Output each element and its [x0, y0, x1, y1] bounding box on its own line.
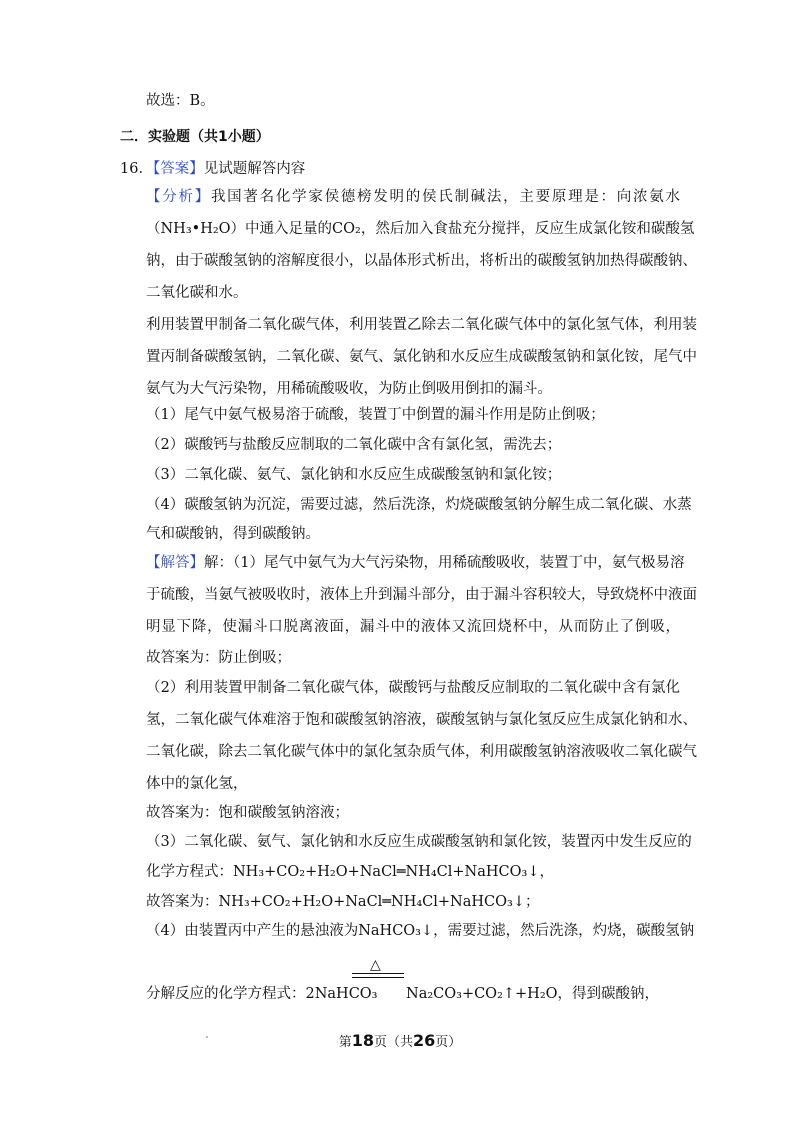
- choice-result: 故选：B。: [146, 93, 215, 109]
- footer-prefix: 第: [338, 1035, 352, 1050]
- analysis-line-3: 钠，由于碳酸氢钠的溶解度很小，以晶体形式析出，将析出的碳酸氢钠加热得碳酸钠、: [146, 253, 697, 269]
- footer-mid: 页（共: [373, 1035, 413, 1050]
- question-number: 16．: [120, 161, 153, 177]
- analysis-line-1: [146, 187, 680, 207]
- equals-line-top: [352, 973, 404, 974]
- equals-line-bottom: [352, 977, 404, 978]
- analysis-text: 我国著名化学家侯德榜发明的侯氏制碱法，主要原理是：向浓氨水: [210, 189, 680, 205]
- equation-line-1: 化学方程式：NH₃+CO₂+H₂O+NaCl═NH₄Cl+NaHCO₃↓，: [146, 864, 554, 880]
- solution-line-4: （2）利用装置甲制备二氧化碳气体，碳酸钙与盐酸反应制取的二氧化碳中含有氯化: [146, 680, 680, 696]
- analysis-point-4: （4）碳酸氢钠为沉淀，需要过滤，然后洗涤，灼烧碳酸氢钠分解生成二氧化碳、水蒸: [146, 497, 692, 513]
- page-footer: [0, 1031, 800, 1050]
- analysis-line-4: 二氧化碳和水。: [146, 285, 248, 301]
- answer-tag: 【答案】: [152, 161, 204, 177]
- solution-line-5: 氢，二氧化碳气体难溶于饱和碳酸氢钠溶液，碳酸氢钠与氯化氢反应生成氯化钠和水、: [146, 712, 697, 728]
- analysis-line-6: 置丙制备碳酸氢钠，二氧化碳、氨气、氯化钠和水反应生成碳酸氢钠和氯化铵，尾气中: [146, 349, 697, 365]
- analysis-point-3: （3）二氧化碳、氨气、氯化钠和水反应生成碳酸氢钠和氯化铵；: [146, 467, 562, 483]
- answer-text: 见试题解答内容: [203, 161, 306, 177]
- solution-line-1: [146, 553, 685, 573]
- solution-tag: 【解答】: [146, 555, 204, 571]
- question-header: [120, 159, 305, 179]
- equation-line-2-right: Na₂CO₃+CO₂↑+H₂O，得到碳酸钠，: [406, 986, 660, 1002]
- analysis-line-5: 利用装置甲制备二氧化碳气体，利用装置乙除去二氧化碳气体中的氯化氢气体，利用装: [146, 317, 697, 333]
- solution-line-2: 于硫酸，当氨气被吸收时，液体上升到漏斗部分，由于漏斗容积较大，导致烧杯中液面: [146, 587, 697, 603]
- solution-line-6: 二氧化碳，除去二氧化碳气体中的氯化氢杂质气体，利用碳酸氢钠溶液吸收二氧化碳气: [146, 744, 697, 760]
- analysis-point-1: （1）尾气中氨气极易溶于硫酸，装置丁中倒置的漏斗作用是防止倒吸；: [146, 407, 605, 423]
- footer-total-pages: 26: [413, 1031, 436, 1050]
- solution-line-9: （4）由装置丙中产生的悬浊液为NaHCO₃↓，需要过滤，然后洗涤，灼烧，碳酸氢钠: [146, 923, 695, 939]
- answer-line-2: 故答案为：饱和碳酸氢钠溶液；: [146, 805, 349, 821]
- analysis-line-2: （NH₃•H₂O）中通入足量的CO₂，然后加入食盐充分搅拌，反应生成氯化铵和碳酸氢: [146, 221, 695, 237]
- solution-line-8: （3）二氧化碳、氨气、氯化钠和水反应生成碳酸氢钠和氯化铵，装置丙中发生反应的: [146, 834, 692, 850]
- analysis-point-2: （2）碳酸钙与盐酸反应制取的二氧化碳中含有氯化氢，需洗去；: [146, 437, 562, 453]
- footer-page-number: 18: [351, 1031, 374, 1050]
- answer-line-3: 故答案为：NH₃+CO₂+H₂O+NaCl═NH₄Cl+NaHCO₃↓；: [146, 894, 540, 910]
- analysis-line-7: 氨气为大气污染物，用稀硫酸吸收，为防止倒吸用倒扣的漏斗。: [146, 381, 552, 397]
- analysis-tag: 【分析】: [146, 189, 211, 205]
- section-heading: 二．实验题（共1小题）: [120, 129, 270, 145]
- analysis-point-4-cont: 气和碳酸钠，得到碳酸钠。: [146, 526, 320, 542]
- footer-suffix: 页）: [435, 1035, 462, 1050]
- heat-condition-sign: [352, 958, 404, 980]
- delta-symbol: △: [370, 957, 381, 973]
- solution-text: 解：（1）尾气中氨气为大气污染物，用稀硫酸吸收，装置丁中，氨气极易溶: [204, 555, 685, 571]
- solution-line-3: 明显下降，使漏斗口脱离液面，漏斗中的液体又流回烧杯中，从而防止了倒吸，: [146, 619, 680, 635]
- equation-line-2-left: 分解反应的化学方程式：2NaHCO₃: [146, 986, 378, 1002]
- answer-line-1: 故答案为：防止倒吸；: [146, 650, 291, 666]
- solution-line-7: 体中的氯化氢，: [146, 776, 248, 792]
